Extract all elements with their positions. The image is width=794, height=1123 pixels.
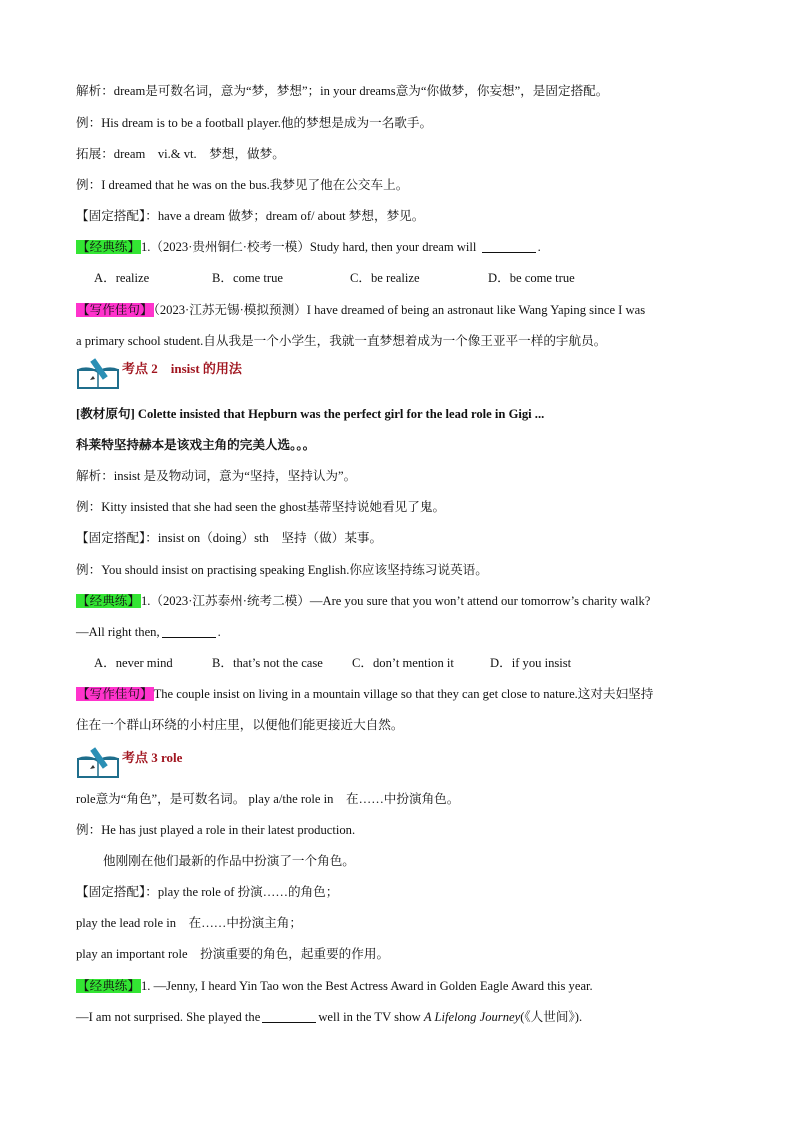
option-b[interactable]: B．come true — [212, 271, 283, 285]
insist-exercise — [76, 592, 650, 610]
dream-analysis: 解析：dream是可数名词，意为“梦，梦想”；in your dreams意为“你做梦，你妄想”，是固定搭配。 — [76, 84, 609, 98]
role-fixed-collocation-2: play the lead role in 在……中扮演主角； — [76, 916, 302, 930]
option-b[interactable]: B．that’s not the case — [212, 656, 323, 670]
dream-options — [94, 269, 575, 287]
insist-source-sentence: [教材原句] Colette insisted that Hepburn was the perfect girl for the lead role in Gigi ... — [76, 407, 545, 421]
option-a[interactable]: A．never mind — [94, 656, 173, 670]
exercise-tag: 【经典练】 — [77, 594, 140, 608]
insist-writing-line-2: 住在一个群山环绕的小村庄里，以便他们能更接近大自然。 — [76, 718, 404, 732]
option-c[interactable]: C．be realize — [350, 271, 420, 285]
option-c[interactable]: C．don’t mention it — [352, 656, 454, 670]
dream-fixed-collocation: 【固定搭配】：have a dream 做梦；dream of/ about 梦想，梦见。 — [76, 209, 425, 223]
book-pencil-icon — [76, 745, 120, 779]
dream-example-2: 例：I dreamed that he was on the bus.我梦见了他在公交车上。 — [76, 178, 409, 192]
insist-example-2: 例：You should insist on practising speaking English.你应该坚持练习说英语。 — [76, 563, 488, 577]
dream-writing-line-1: 【写作佳句】（2023·江苏无锡·模拟预测）I have dreamed of being an astronaut like Wang Yaping since I was — [77, 303, 646, 317]
insist-fixed-collocation: 【固定搭配】：insist on（doing）sth 坚持（做）某事。 — [76, 531, 383, 545]
writing-tag: 【写作佳句】 — [77, 303, 153, 317]
exercise-question: 1.（2023·贵州铜仁·校考一模）Study hard, then your dream will — [140, 240, 477, 254]
answer-blank[interactable] — [482, 240, 536, 253]
dream-exercise: 【经典练】1.（2023·贵州铜仁·校考一模）Study hard, then your dream will . — [77, 240, 541, 254]
role-fixed-collocation-3: play an important role 扮演重要的角色，起重要的作用。 — [76, 947, 390, 961]
dream-example-1: 例：His dream is to be a football player.他的梦想是成为一名歌手。 — [76, 116, 433, 130]
section-title: 考点 2 insist 的用法 — [122, 361, 242, 376]
role-example: 例：He has just played a role in their latest production. — [76, 823, 356, 837]
option-d[interactable]: D．if you insist — [490, 656, 572, 670]
dream-writing-line-2: a primary school student.自从我是一个小学生，我就一直梦想着成为一个像王亚平一样的宇航员。 — [76, 334, 607, 348]
exercise-tag: 【经典练】 — [77, 979, 140, 993]
exercise-tag: 【经典练】 — [77, 240, 140, 254]
role-exercise-line-2: —I am not surprised. She played the well in the TV show A Lifelong Journey(《人世间》). — [76, 1010, 583, 1024]
insist-example-1: 例：Kitty insisted that she had seen the ghost基蒂坚持说她看见了鬼。 — [76, 500, 446, 514]
answer-blank[interactable] — [162, 625, 216, 638]
insist-options — [94, 654, 571, 672]
dream-extension: 拓展：dream vi.& vt. 梦想，做梦。 — [76, 147, 285, 161]
insist-source-translation: 科莱特坚持赫本是该戏主角的完美人选。。。 — [76, 438, 316, 452]
role-intro: role意为“角色”，是可数名词。 play a/the role in 在……中扮演角色。 — [76, 792, 460, 806]
insist-writing-line-1: 【写作佳句】The couple insist on living in a mountain village so that they can get close to nature.这对夫妇坚持 — [77, 687, 654, 701]
writing-tag: 【写作佳句】 — [77, 687, 153, 701]
role-example-translation: 他刚刚在他们最新的作品中扮演了一个角色。 — [103, 854, 355, 868]
option-d[interactable]: D．be come true — [488, 271, 575, 285]
show-title: A Lifelong Journey — [423, 1010, 521, 1024]
role-fixed-collocation: 【固定搭配】：play the role of 扮演……的角色； — [76, 885, 339, 899]
insist-exercise-line-2: —All right then, . — [76, 625, 221, 639]
exercise-question: 1. —Jenny, I heard Yin Tao won the Best Actress Award in Golden Eagle Award this year. — [140, 979, 593, 993]
exercise-question: 1.（2023·江苏泰州·统考二模）—Are you sure that you won’t attend our tomorrow’s charity walk? — [140, 594, 651, 608]
book-pencil-icon — [76, 356, 120, 390]
answer-blank[interactable] — [262, 1010, 316, 1023]
section-title: 考点 3 role — [122, 750, 183, 765]
role-exercise — [76, 977, 593, 995]
insist-analysis: 解析：insist 是及物动词，意为“坚持，坚持认为”。 — [76, 469, 357, 483]
option-a[interactable]: A．realize — [94, 271, 150, 285]
